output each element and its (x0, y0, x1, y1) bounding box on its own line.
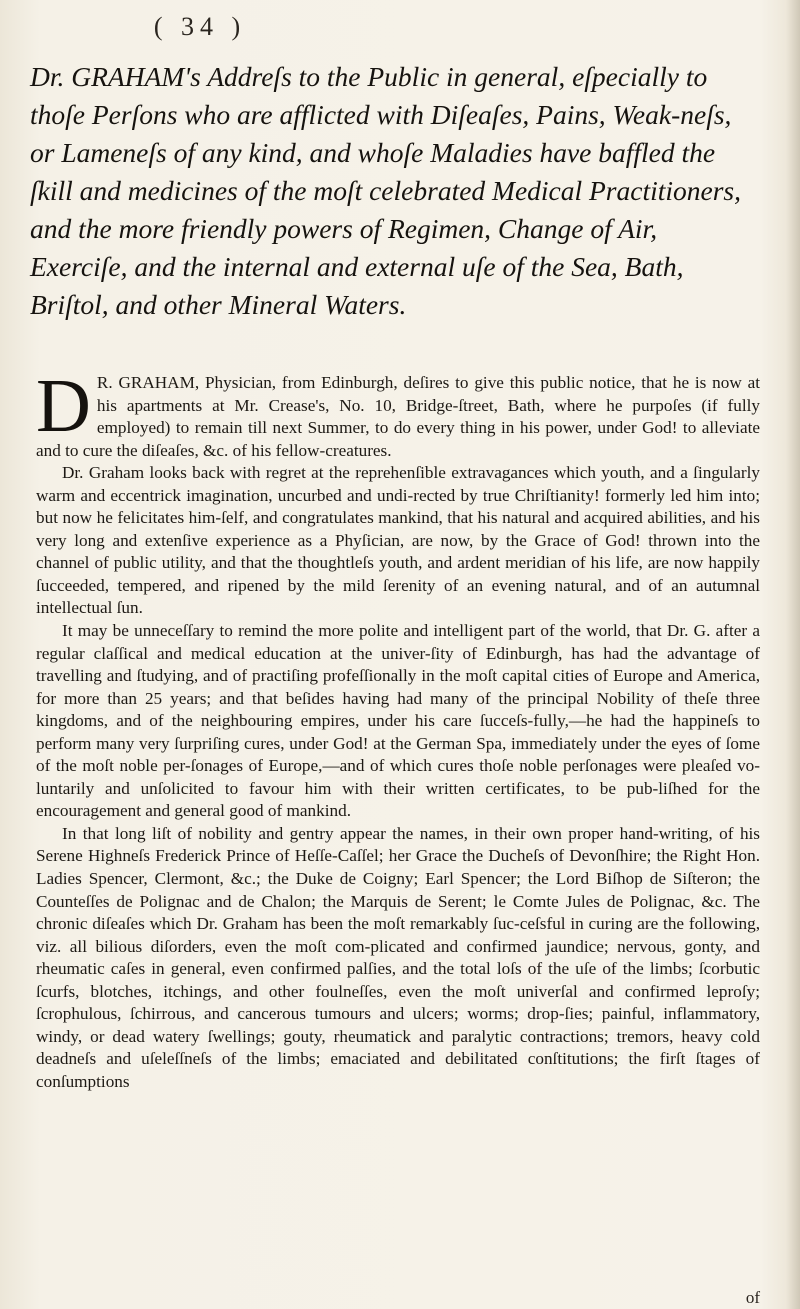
paragraph-4: In that long liſt of nobility and gentry appear the names, in their own proper hand-writing, of his Serene Highneſs Frederick Prince of Heſſe-Caſſel; her Grace the Ducheſs of Devonſhire; the Right Hon. Ladies Spencer, Clermont, &c.; the Duke de Coigny; Earl Spencer; the Lord Biſhop de Siſteron; the Counteſſes de Polignac and de Chalon; the Marquis de Serent; le Comte Jules de Polignac, &c. The chronic diſeaſes which Dr. Graham has been the moſt remarkably ſuc-ceſsful in curing are the following, viz. all bilious diſorders, even the moſt com-plicated and confirmed jaundice; nervous, gonty, and rheumatic caſes in general, even confirmed palſies, and the total loſs of the uſe of the limbs; ſcorbutic ſcurfs, blotches, itchings, and other foulneſſes, even the moſt univerſal and confirmed leproſy; ſcrophulous, ſchirrous, and cancerous tumours and ulcers; worms; drop-ſies; painful, inflammatory, windy, or dead watery ſwellings; gouty, rheumatick and paralytic contractions; tremors, heavy cold deadneſs and uſeleſſneſs of the limbs; emaciated and debilitated conſtitutions; the firſt ſtages of conſumptions (36, 823, 760, 1091)
paragraph-2: Dr. Graham looks back with regret at the reprehenſible extravagances which youth, and a ſingularly warm and eccentrick imagination, uncurbed and undi-rected by true Chriſtianity! formerly led him into; but now he felicitates him-ſelf, and congratulates mankind, that his natural and acquired abilities, and his very long and extenſive experience as a Phyſician, are now, by the Grace of God! thrown into the channel of public utility, and that the thoughtleſs youth, and ardent meridian of his life, are now happily ſucceeded, tempered, and ripened by the mild ſerenity of an evening natural, and of an autumnal intellectual ſun. (36, 463, 760, 618)
paragraph-1-text: R. GRAHAM, Physician, from Edinburgh, deſires to give this public notice, that he is now at his apartments at Mr. Crease's, No. 10, Bridge-ſtreet, Bath, where he purpoſes (if fully employed) to remain till next Summer, to do every thing in his power, under God! to alleviate and to cure the diſeaſes, &c. of his fellow-creatures. (36, 373, 760, 460)
paragraph-1 (36, 364, 760, 462)
drop-cap: D (36, 364, 91, 448)
page-edge-shadow (786, 0, 800, 1309)
page-number: ( 34 ) (153, 12, 247, 41)
address-heading: Dr. GRAHAM's Addreſs to the Public in general, eſpecially to thoſe Perſons who are afflicted with Diſeaſes, Pains, Weak-neſs, or Lameneſs of any kind, and whoſe Maladies have baffled the ſkill and medicines of the moſt celebrated Medical Practitioners, and the more friendly powers of Regimen, Change of Air, Exerciſe, and the internal and external uſe of the Sea, Bath, Briſtol, and other Mineral Waters. (30, 61, 742, 320)
paragraph-3: It may be unneceſſary to remind the more polite and intelligent part of the world, that Dr. G. after a regular claſſical and medical education at the univer-ſity of Edinburgh, has had the advantage of travelling and ſtudying, and of practiſing profeſſionally in the moſt capital cities of Europe and America, for more than 25 years; and that beſides having had many of the principal Nobility of theſe three kingdoms, and of the neighbouring empires, under his care ſucceſs-fully,—he had the happineſs to perform many very ſurpriſing cures, under God! at the German Spa, immediately under the eyes of ſome of the moſt noble per-ſonages of Europe,—and of which cures thoſe noble perſonages were pleaſed vo-luntarily and unſolicited to favour him with their written certificates, to be pub-liſhed for the encouragement and general good of mankind. (36, 621, 760, 821)
catchword: of (745, 1288, 760, 1307)
body-text (36, 364, 760, 1094)
